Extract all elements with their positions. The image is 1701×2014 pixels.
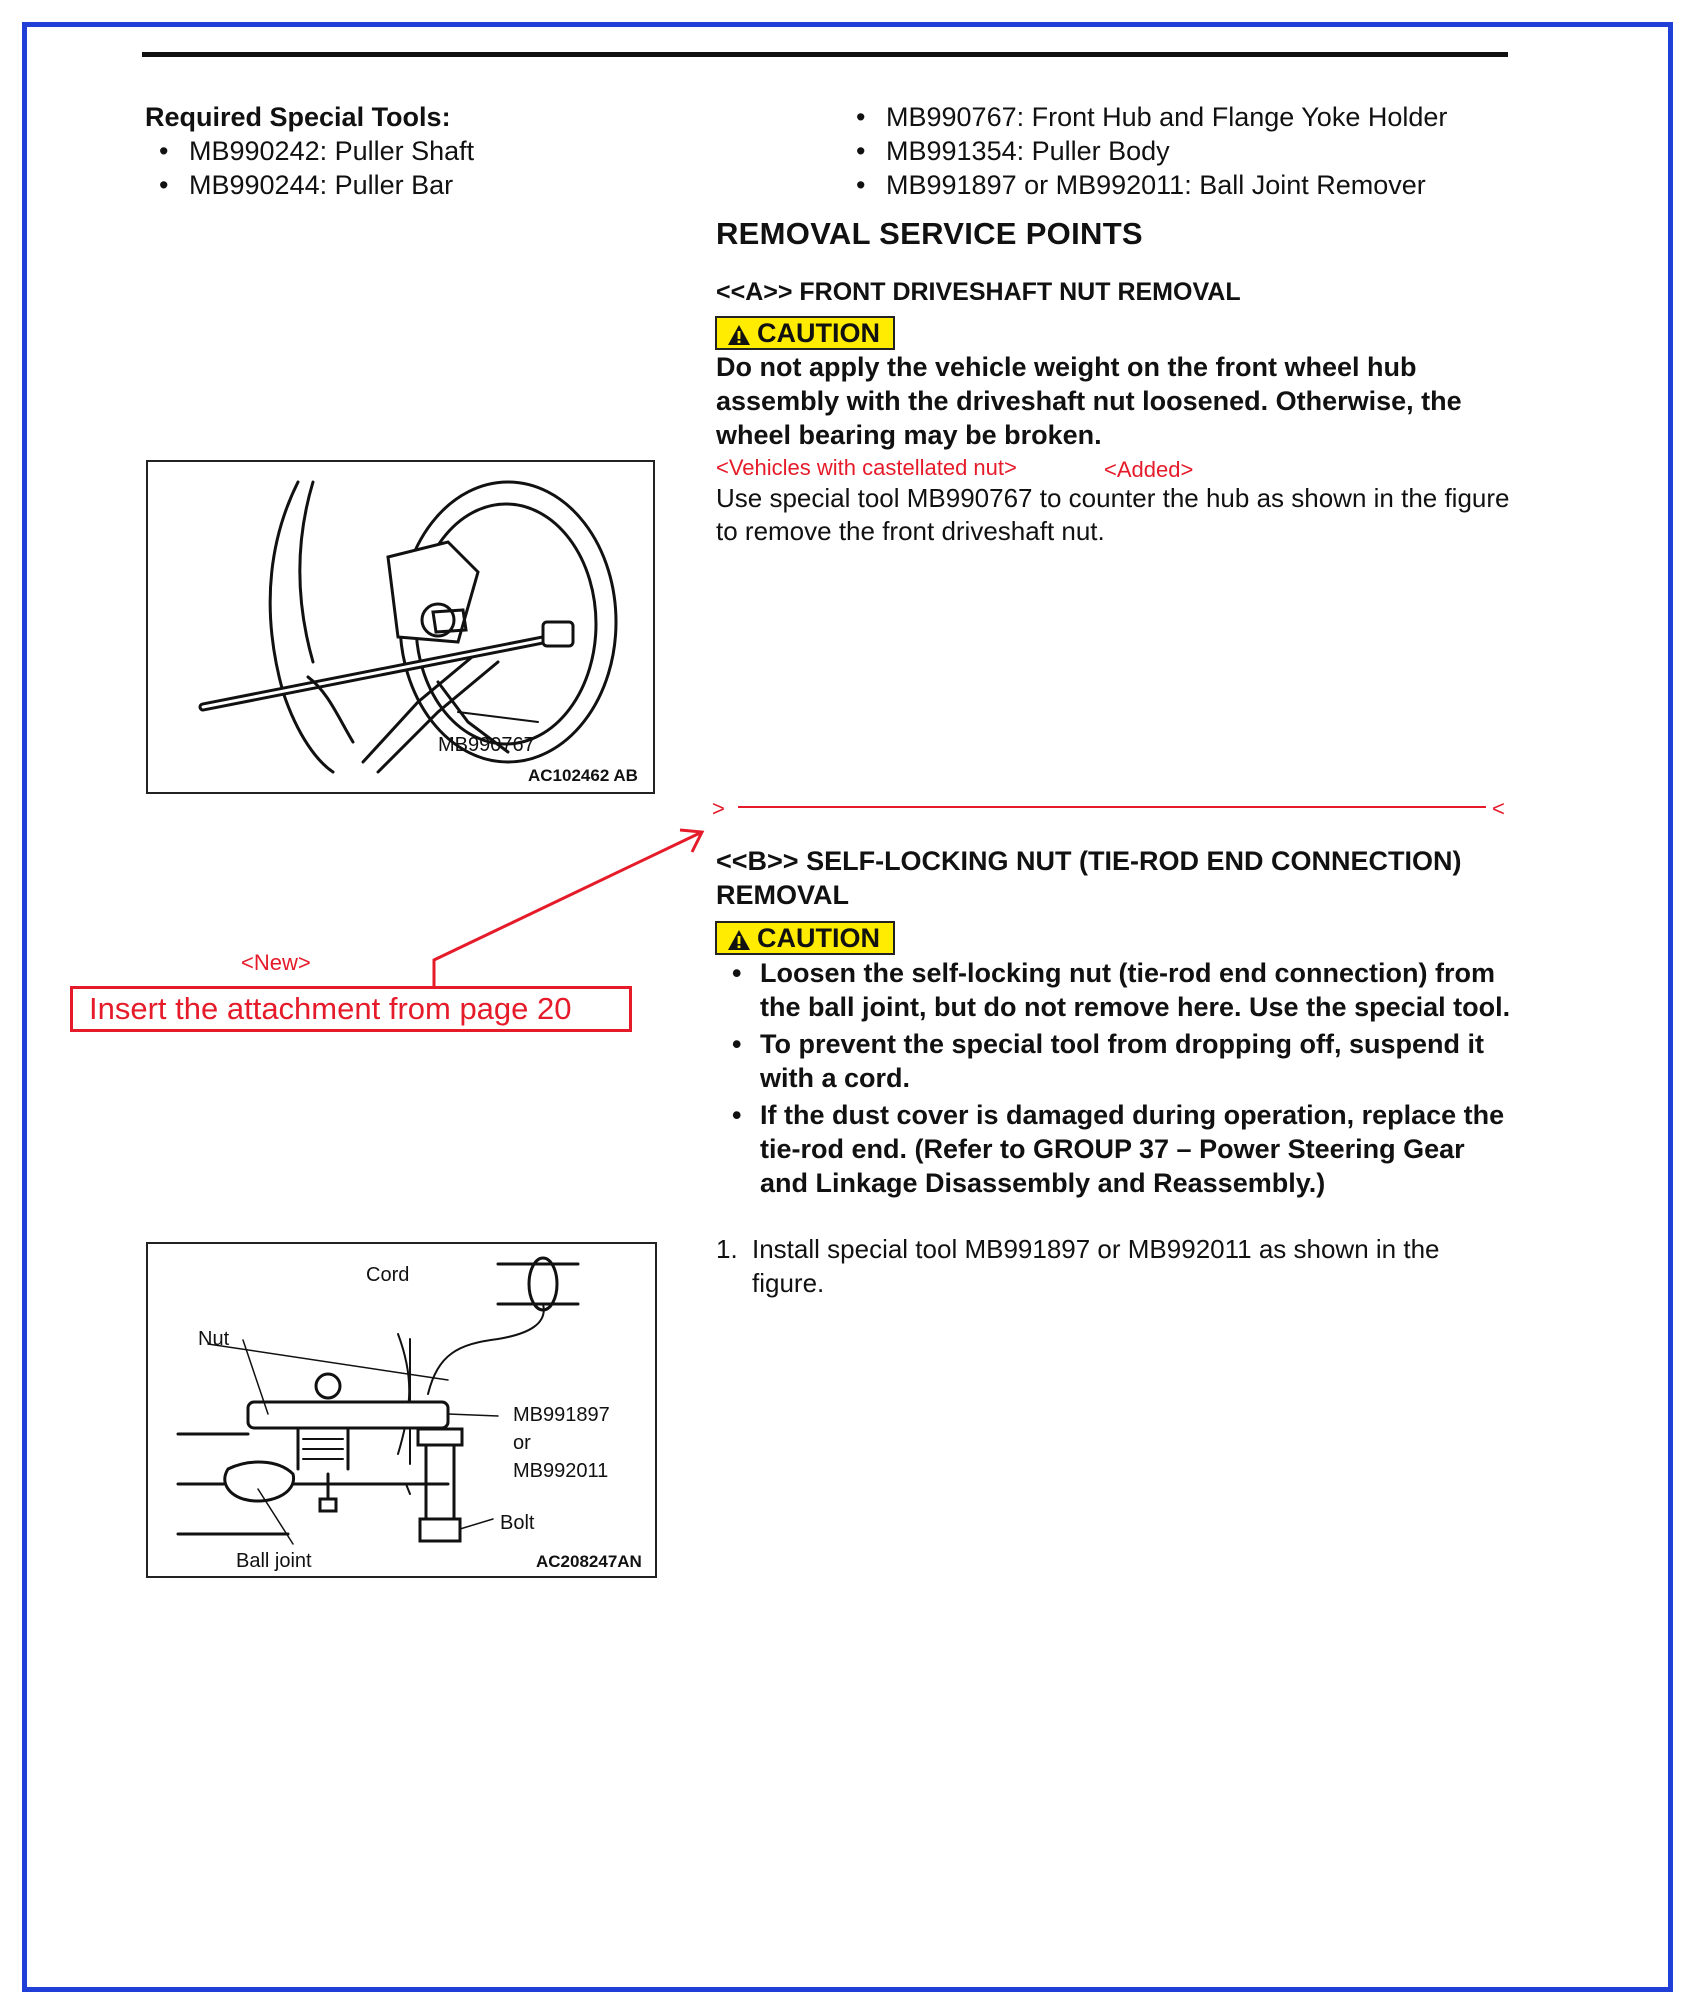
section-b-caution-list (716, 956, 1516, 1203)
section-a-heading: <<A>> FRONT DRIVESHAFT NUT REMOVAL (716, 278, 1241, 306)
section-title: REMOVAL SERVICE POINTS (716, 216, 1143, 251)
tool-item: • MB990767: Front Hub and Flange Yoke Holder (842, 100, 1447, 134)
step-1 (716, 1232, 1516, 1300)
caution-item: • To prevent the special tool from dropping off, suspend it with a cord. (716, 1027, 1516, 1095)
figure2-bolt-label: Bolt (500, 1512, 535, 1534)
caution-badge (715, 921, 895, 955)
caution-label: CAUTION (757, 923, 880, 953)
figure1-tool-label: MB990767 (438, 734, 535, 756)
figure-ball-joint-remover (146, 1242, 657, 1578)
figure2-tool-1-label: MB991897 (513, 1404, 610, 1426)
insert-attachment-note: Insert the attachment from page 20 (70, 986, 632, 1032)
step-number: 1. (716, 1234, 738, 1264)
step-text: Install special tool MB991897 or MB992011 as shown in the figure. (752, 1234, 1440, 1298)
figure2-cord-label: Cord (366, 1264, 410, 1286)
caution-label: CAUTION (757, 318, 880, 348)
new-tag: <New> (241, 950, 311, 975)
figure1-code: AC102462 AB (528, 766, 638, 785)
section-a-text: Use special tool MB990767 to counter the hub as shown in the figure to remove the front driveshaft nut. (716, 483, 1510, 546)
caution-item: • If the dust cover is damaged during operation, replace the tie-rod end. (Refer to GROUP 37 – Power Steering Gear and Linkage Disassembly and Reassembly.) (716, 1098, 1516, 1200)
warning-icon (727, 929, 751, 951)
section-a-caution-text: Do not apply the vehicle weight on the front wheel hub assembly with the driveshaft nut loosened. Otherwise, the wheel bearing may be broken. (716, 352, 1462, 450)
separator-right-mark: < (1492, 796, 1505, 821)
tools-title: Required Special Tools: (145, 102, 451, 132)
added-tag: <Added> (1104, 457, 1194, 482)
tool-item: • MB990244: Puller Bar (145, 168, 474, 202)
tool-item: • MB991354: Puller Body (842, 134, 1447, 168)
figure2-ball-joint-label: Ball joint (236, 1550, 312, 1572)
tool-item: • MB991897 or MB992011: Ball Joint Remover (842, 168, 1447, 202)
figure2-nut-label: Nut (198, 1328, 230, 1350)
vehicles-note: <Vehicles with castellated nut> (716, 455, 1017, 480)
tool-item: • MB990242: Puller Shaft (145, 134, 474, 168)
caution-item: • Loosen the self-locking nut (tie-rod end connection) from the ball joint, but do not remove here. Use the special tool. (716, 956, 1516, 1024)
separator-left-mark: > (712, 796, 725, 821)
section-b-heading: <<B>> SELF-LOCKING NUT (TIE-ROD END CONNECTION) REMOVAL (716, 846, 1462, 910)
figure2-code: AC208247AN (536, 1552, 642, 1571)
figure2-tool-2-label: MB992011 (513, 1460, 609, 1482)
figure2-or-label: or (513, 1432, 531, 1454)
